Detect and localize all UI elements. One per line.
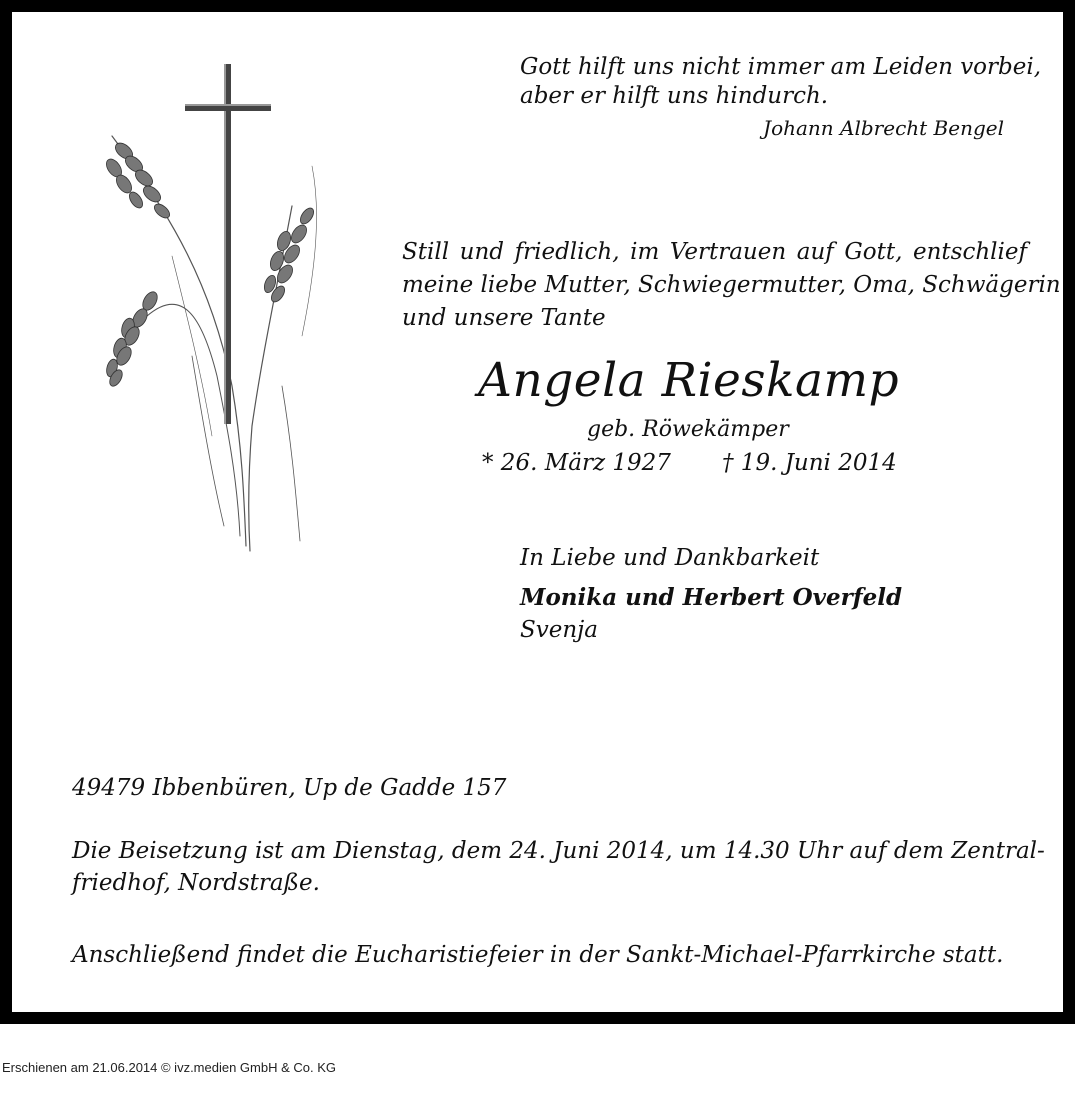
quote-line-2: aber er hilft uns hindurch. (520, 82, 829, 109)
funeral-line-1: Die Beisetzung ist am Dienstag, dem 24. Juni 2014, um 14.30 Uhr auf dem Zentral- (72, 838, 1045, 864)
funeral-line-2: friedhof, Nordstraße. (72, 870, 320, 896)
birth-date: * 26. März 1927 (482, 450, 671, 476)
quote-line-1: Gott hilft uns nicht immer am Leiden vorbei, (520, 54, 1042, 80)
mourners-names-2: Svenja (520, 617, 599, 643)
mass-info: Anschließend findet die Eucharistiefeier in der Sankt-Michael-Pfarrkirche statt. (72, 942, 1004, 968)
intro-line-3: und unsere Tante (402, 305, 606, 331)
mourners-names: Monika und Herbert Overfeld (520, 584, 903, 611)
deceased-name: Angela Rieskamp (478, 353, 900, 408)
address: 49479 Ibbenbüren, Up de Gadde 157 (72, 775, 507, 801)
intro-line-1: Still und friedlich, im Vertrauen auf Gott, entschlief (402, 239, 1027, 265)
death-date: † 19. Juni 2014 (722, 450, 897, 476)
publication-footer: Erschienen am 21.06.2014 © ivz.medien GmbH & Co. KG (2, 1060, 337, 1075)
cross-with-wheat-icon (52, 56, 342, 556)
closing-phrase: In Liebe und Dankbarkeit (520, 545, 820, 571)
birth-name: geb. Röwekämper (587, 417, 789, 442)
quote (520, 53, 1041, 111)
intro-line-2: meine liebe Mutter, Schwiegermutter, Oma, Schwägerin (402, 272, 1061, 298)
quote-author: Johann Albrecht Bengel (763, 116, 1004, 140)
